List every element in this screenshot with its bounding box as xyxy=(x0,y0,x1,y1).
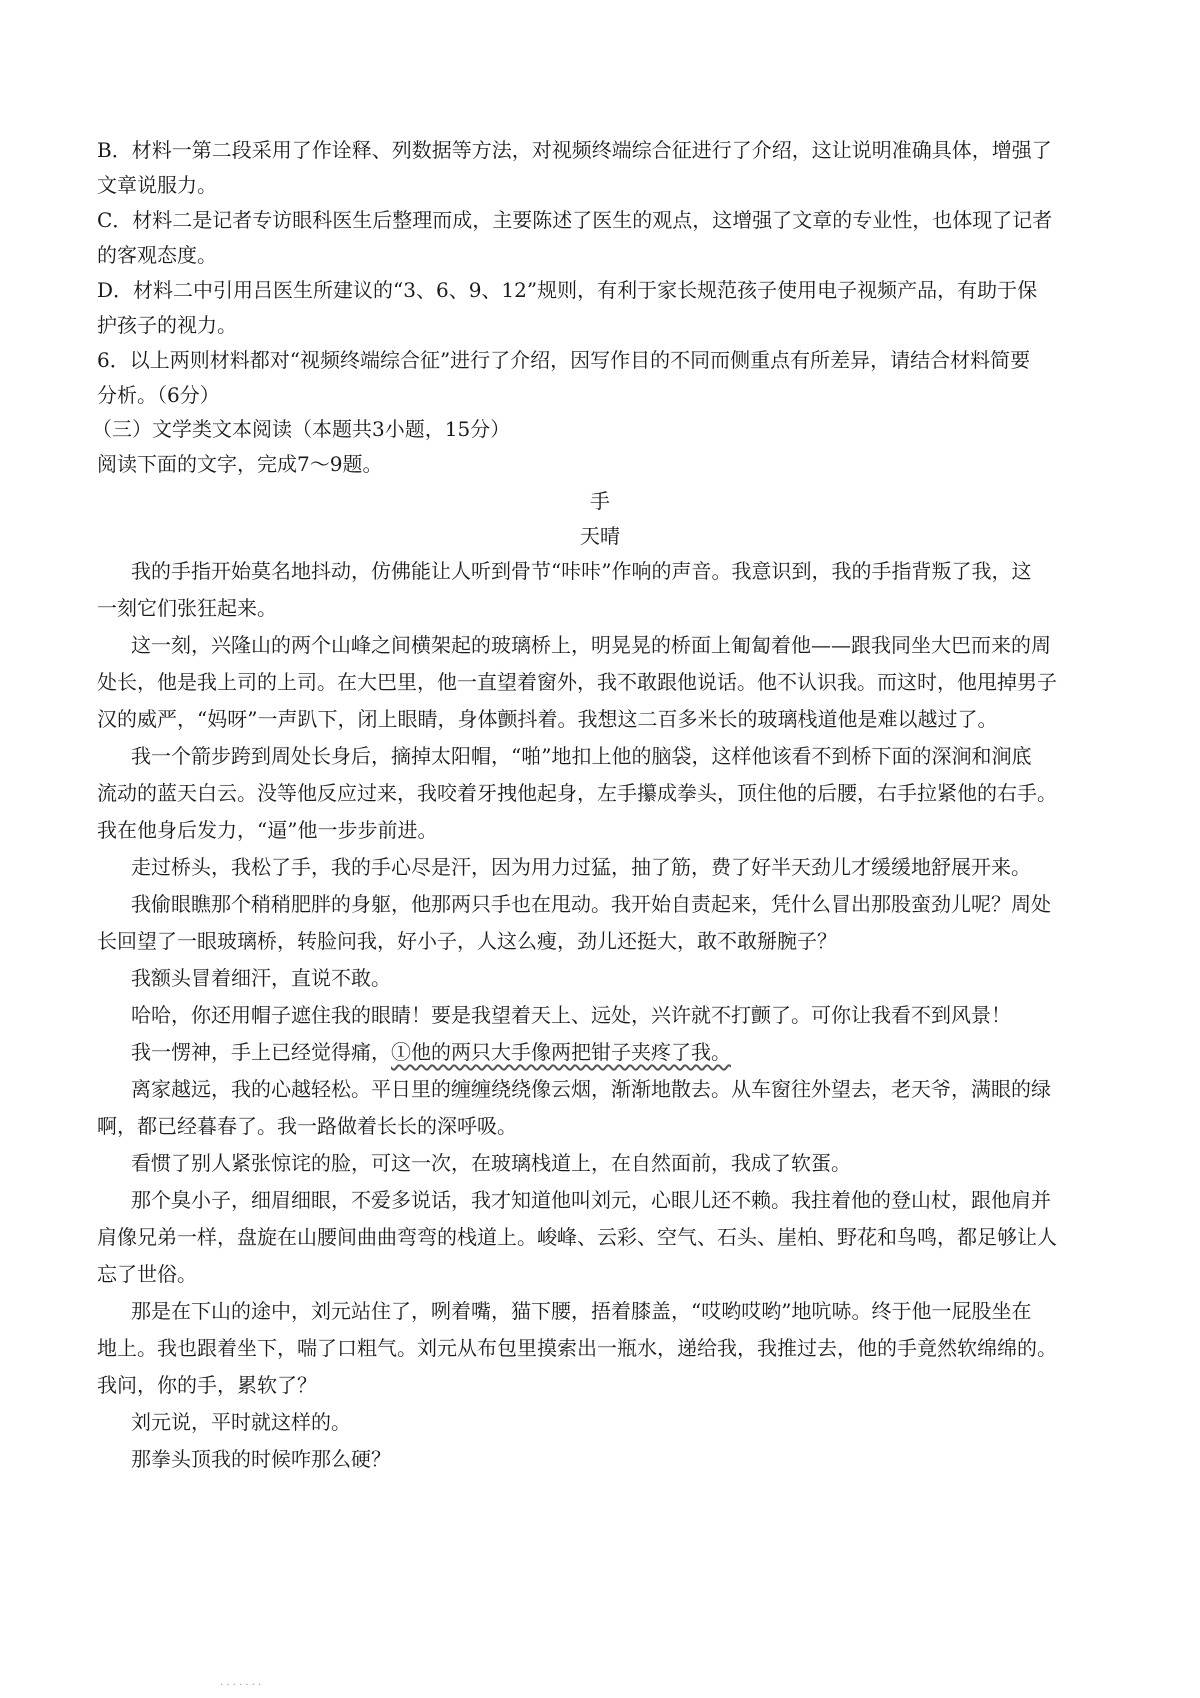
story-line: 地上。我也跟着坐下，喘了口粗气。刘元从布包里摸索出一瓶水，递给我，我推过去，他的手竟然软绵绵的。 xyxy=(97,1336,1057,1360)
story-line: 我偷眼瞧那个稍稍肥胖的身躯，他那两只手也在甩动。我开始自责起来，凭什么冒出那股蛮劲儿呢？周处 xyxy=(131,892,1051,916)
option-d-line-2: 护孩子的视力。 xyxy=(97,313,237,337)
option-b-line-2: 文章说服力。 xyxy=(97,173,217,197)
story-line: 那拳头顶我的时候咋那么硬？ xyxy=(131,1447,391,1471)
page-footer-mark: · · · · · · · xyxy=(220,1680,262,1691)
story-line: 流动的蓝天白云。没等他反应过来，我咬着牙拽他起身，左手攥成拳头，顶住他的后腰，右手拉紧他的右手。 xyxy=(97,781,1057,805)
option-c-line-1: C．材料二是记者专访眼科医生后整理而成，主要陈述了医生的观点，这增强了文章的专业性，也体现了记者 xyxy=(97,208,1053,232)
story-author: 天晴 xyxy=(580,524,620,548)
story-line: 那个臭小子，细眉细眼，不爱多说话，我才知道他叫刘元，心眼儿还不赖。我拄着他的登山杖，跟他肩并 xyxy=(131,1188,1051,1212)
story-line: 汉的威严，“妈呀”一声趴下，闭上眼睛，身体颤抖着。我想这二百多米长的玻璃栈道他是难以越过了。 xyxy=(97,707,998,731)
story-line: 忘了世俗。 xyxy=(97,1262,197,1286)
question-6-line-2: 分析。（6分） xyxy=(97,383,220,407)
story-line: 走过桥头，我松了手，我的手心尽是汗，因为用力过猛，抽了筋，费了好半天劲儿才缓缓地舒展开来。 xyxy=(131,855,1031,879)
story-line-text: 我一愣神，手上已经觉得痛， xyxy=(131,1040,391,1064)
story-line: 长回望了一眼玻璃桥，转脸问我，好小子，人这么瘦，劲儿还挺大，敢不敢掰腕子？ xyxy=(97,929,837,953)
story-line: 刘元说，平时就这样的。 xyxy=(131,1410,351,1434)
story-line: 这一刻，兴隆山的两个山峰之间横架起的玻璃桥上，明晃晃的桥面上匍匐着他——跟我同坐大巴而来的周 xyxy=(131,633,1051,657)
story-line-with-marked-sentence xyxy=(131,1039,1151,1065)
story-line: 离家越远，我的心越轻松。平日里的缠缠绕绕像云烟，渐渐地散去。从车窗往外望去，老天爷，满眼的绿 xyxy=(131,1077,1051,1101)
option-d-line-1: D．材料二中引用吕医生所建议的“3、6、9、12”规则，有利于家长规范孩子使用电子视频产品，有助于保 xyxy=(97,278,1038,302)
story-line: 我问，你的手，累软了？ xyxy=(97,1373,317,1397)
story-title: 手 xyxy=(590,489,610,513)
story-line: 处长，他是我上司的上司。在大巴里，他一直望着窗外，我不敢跟他说话。他不认识我。而这时，他甩掉男子 xyxy=(97,670,1057,694)
story-line: 啊，都已经暮春了。我一路做着长长的深呼吸。 xyxy=(97,1114,517,1138)
story-line: 我一个箭步跨到周处长身后，摘掉太阳帽，“啪”地扣上他的脑袋，这样他该看不到桥下面的深涧和涧底 xyxy=(131,744,1032,768)
story-line: 我的手指开始莫名地抖动，仿佛能让人听到骨节“咔咔”作响的声音。我意识到，我的手指背叛了我，这 xyxy=(131,559,1032,583)
section-instruction: 阅读下面的文字，完成7～9题。 xyxy=(97,452,383,476)
story-line: 看惯了别人紧张惊诧的脸，可这一次，在玻璃栈道上，在自然面前，我成了软蛋。 xyxy=(131,1151,851,1175)
option-b-line-1: B．材料一第二段采用了作诠释、列数据等方法，对视频终端综合征进行了介绍，这让说明准确具体，增强了 xyxy=(97,138,1052,162)
question-6-line-1: 6．以上两则材料都对“视频终端综合征”进行了介绍，因写作目的不同而侧重点有所差异，请结合材料简要 xyxy=(97,348,1031,372)
story-line: 哈哈，你还用帽子遮住我的眼睛！要是我望着天上、远处，兴许就不打颤了。可你让我看不到风景！ xyxy=(131,1003,1011,1027)
option-c-line-2: 的客观态度。 xyxy=(97,243,217,267)
story-line: 我在他身后发力，“逼”他一步步前进。 xyxy=(97,818,438,842)
story-line: 一刻它们张狂起来。 xyxy=(97,596,277,620)
story-line: 我额头冒着细汗，直说不敢。 xyxy=(131,966,391,990)
section-heading: （三）文学类文本阅读（本题共3小题，15分） xyxy=(92,417,511,441)
story-line: 那是在下山的途中，刘元站住了，咧着嘴，猫下腰，捂着膝盖，“哎哟哎哟”地吭哧。终于他一屁股坐在 xyxy=(131,1299,1032,1323)
marked-sentence: ①他的两只大手像两把钳子夹疼了我。 xyxy=(391,1040,731,1064)
story-line: 肩像兄弟一样，盘旋在山腰间曲曲弯弯的栈道上。峻峰、云彩、空气、石头、崖柏、野花和鸟鸣，都足够让人 xyxy=(97,1225,1057,1249)
